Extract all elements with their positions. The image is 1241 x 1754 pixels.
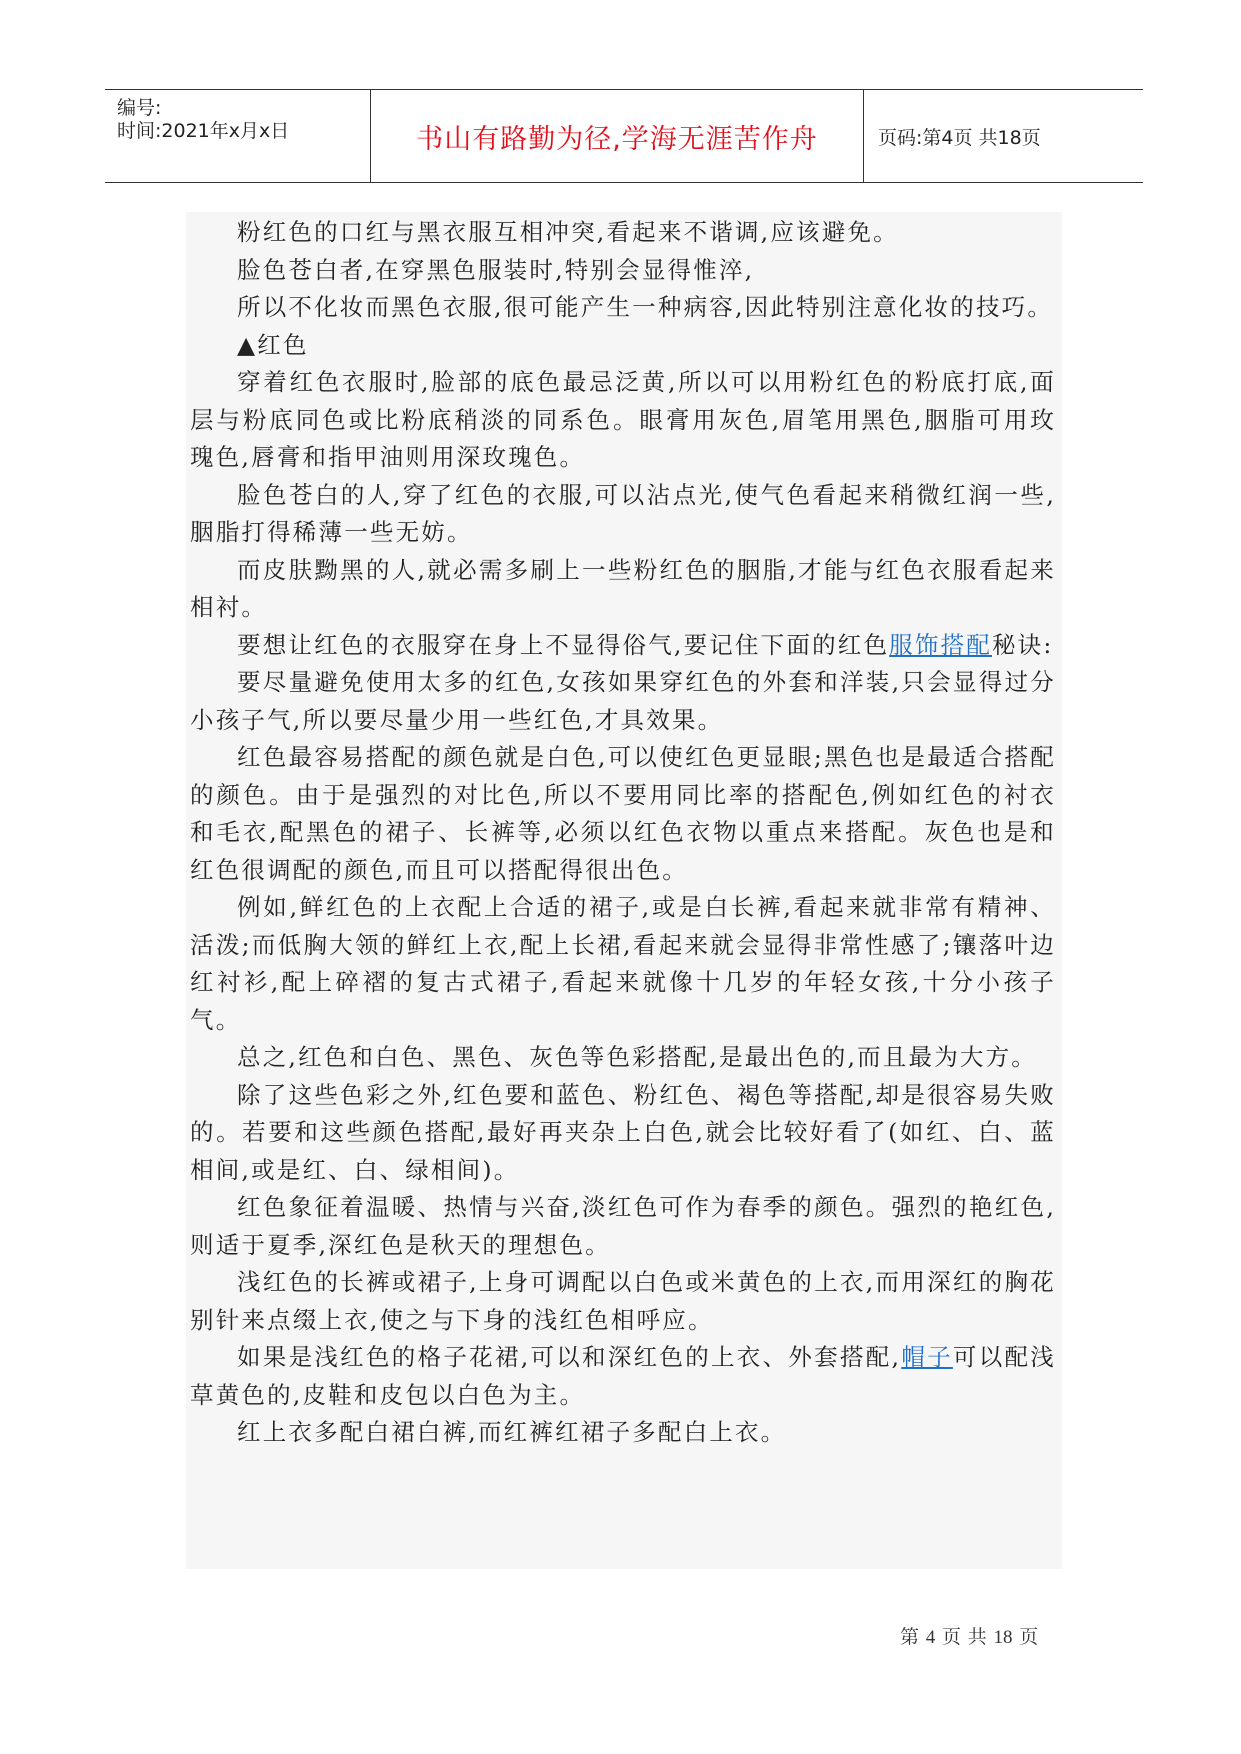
paragraph-text: 可以配浅草黄色的,皮鞋和皮包以白色为主。 (190, 1343, 1056, 1409)
paragraph: 红色象征着温暖、热情与兴奋,淡红色可作为春季的颜色。强烈的艳红色,则适于夏季,深红色是秋天的理想色。 (190, 1193, 1056, 1259)
document-date-label: 时间:2021年x月x日 (117, 120, 290, 142)
paragraph: 而皮肤黝黑的人,就必需多刷上一些粉红色的胭脂,才能与红色衣服看起来相衬。 (190, 555, 1056, 621)
paragraph-text: 秘诀: (991, 630, 1054, 659)
document-body (186, 212, 1062, 1569)
paragraph-with-link (190, 627, 1056, 665)
paragraph: 浅红色的长裤或裙子,上身可调配以白色或米黄色的上衣,而用深红的胸花别针来点缀上衣,使之与下身的浅红色相呼应。 (190, 1268, 1056, 1334)
clothing-match-link[interactable]: 服饰搭配 (889, 630, 992, 659)
header-center-cell (370, 90, 864, 182)
paragraph: 总之,红色和白色、黑色、灰色等色彩搭配,是最出色的,而且最为大方。 (237, 1043, 1038, 1071)
paragraph: 红上衣多配白裙白裤,而红裤红裙子多配白上衣。 (237, 1418, 787, 1446)
paragraph-with-link (190, 1339, 1056, 1414)
document-number-label: 编号: (117, 97, 162, 119)
paragraph: 要尽量避免使用太多的红色,女孩如果穿红色的外套和洋装,只会显得过分小孩子气,所以要尽量少用一些红色,才具效果。 (190, 668, 1056, 734)
page-footer: 第 4 页 共 18 页 (900, 1627, 1039, 1648)
paragraph: 例如,鲜红色的上衣配上合适的裙子,或是白长裤,看起来就非常有精神、活泼;而低胸大领的鲜红上衣,配上长裙,看起来就会显得非常性感了;镶落叶边红衬衫,配上碎褶的复古式裙子,看起来就像十几岁的年轻女孩,十分小孩子气。 (190, 893, 1056, 1034)
header-page-info: 页码:第4页 共18页 (878, 126, 1041, 149)
paragraph: 红色最容易搭配的颜色就是白色,可以使红色更显眼;黑色也是最适合搭配的颜色。由于是强烈的对比色,所以不要用同比率的搭配色,例如红色的衬衣和毛衣,配黑色的裙子、长裤等,必须以红色衣物以重点来搭配。灰色也是和红色很调配的颜色,而且可以搭配得很出色。 (190, 743, 1056, 884)
paragraph: 所以不化妆而黑色衣服,很可能产生一种病容,因此特别注意化妆的技巧。 (237, 293, 1054, 321)
paragraph: 除了这些色彩之外,红色要和蓝色、粉红色、褐色等搭配,却是很容易失败的。若要和这些颜色搭配,最好再夹杂上白色,就会比较好看了(如红、白、蓝相间,或是红、白、绿相间)。 (190, 1080, 1056, 1184)
header-right-cell (864, 90, 1143, 182)
paragraph-text: 要想让红色的衣服穿在身上不显得俗气,要记住下面的红色 (237, 630, 890, 659)
hat-link[interactable]: 帽子 (901, 1343, 953, 1371)
section-heading-red: ▲红色 (237, 330, 309, 359)
paragraph: 粉红色的口红与黑衣服互相冲突,看起来不谐调,应该避免。 (237, 218, 899, 246)
paragraph: 脸色苍白的人,穿了红色的衣服,可以沾点光,使气色看起来稍微红润一些,胭脂打得稀薄一些无妨。 (190, 480, 1056, 546)
page-header (105, 89, 1143, 183)
header-motto: 书山有路勤为径,学海无涯苦作舟 (416, 123, 818, 155)
paragraph: 穿着红色衣服时,脸部的底色最忌泛黄,所以可以用粉红色的粉底打底,面层与粉底同色或比粉底稍淡的同系色。眼膏用灰色,眉笔用黑色,胭脂可用玫瑰色,唇膏和指甲油则用深玫瑰色。 (190, 368, 1056, 471)
header-left-cell (105, 90, 370, 182)
paragraph: 脸色苍白者,在穿黑色服装时,特别会显得惟淬, (237, 255, 755, 284)
paragraph-text: 如果是浅红色的格子花裙,可以和深红色的上衣、外套搭配, (237, 1343, 902, 1371)
